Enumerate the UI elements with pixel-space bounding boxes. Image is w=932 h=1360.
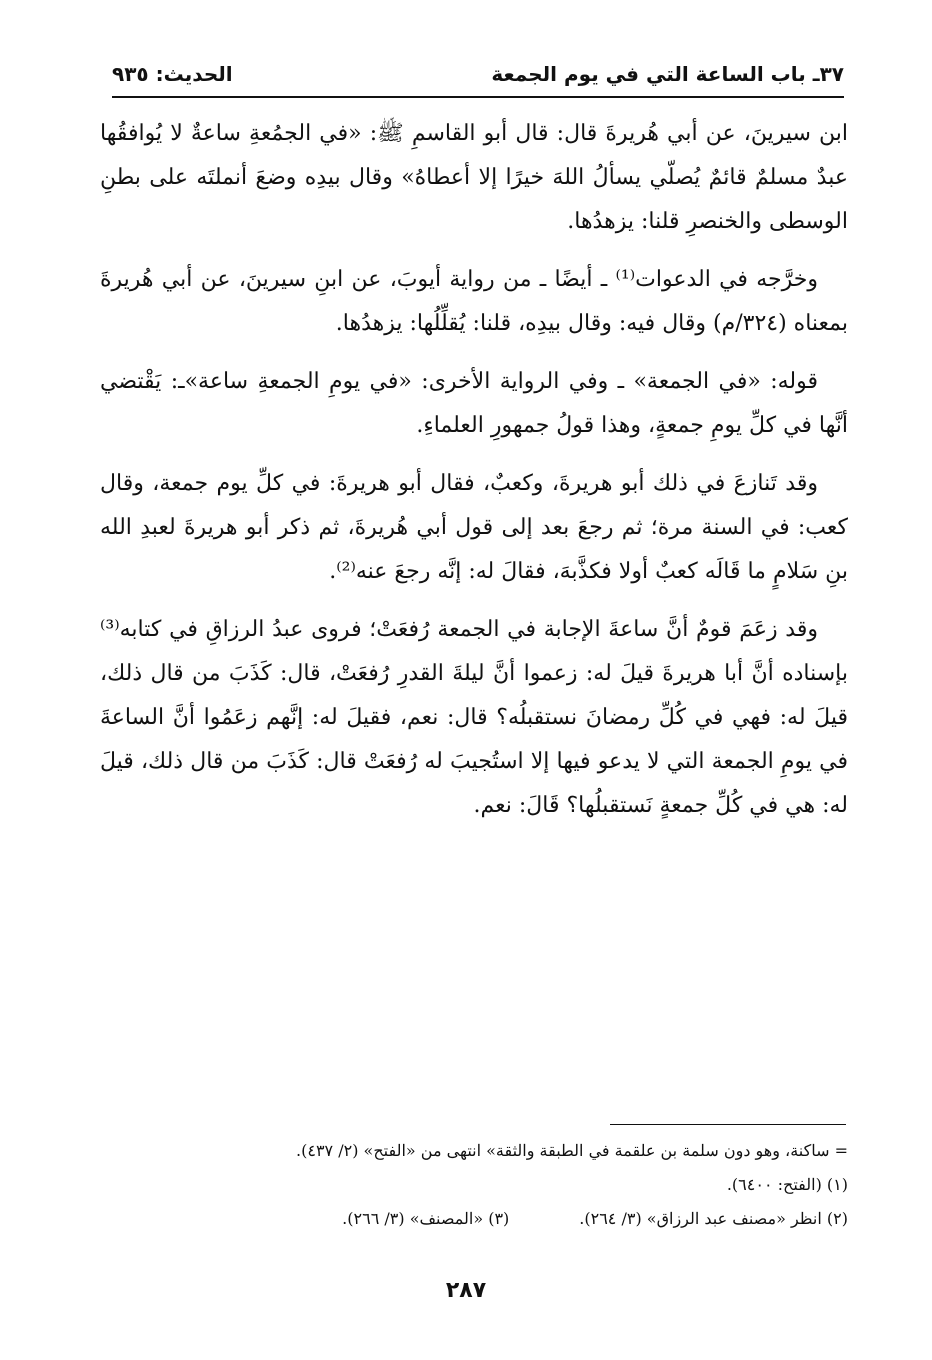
paragraph: ابن سيرينَ، عن أبي هُريرةَ قال: قال أبو القاسمِ ﷺ: «في الجمُعةِ ساعةٌ لا يُوافقُها عبدٌ مسلمٌ قائمٌ يُصلّي يسألُ اللهَ خيرًا إلا أعطاهُ» وقال بيدِه وضعَ أنملتَه على بطنِ الوسطى والخنصرِ قلنا: يزهدُها. [100, 121, 848, 234]
paragraph: وخرَّجه في الدعوات⁽¹⁾ ـ أيضًا ـ من رواية أيوبَ، عن ابنِ سيرينَ، عن أبي هُريرةَ بمعناه (٣٢٤/م) وقال فيه: وقال بيدِه، قلنا: يُقلِّلُها: يزهدُها. [100, 267, 848, 336]
footnote-continuation: = ساكنة، وهو دون سلمة بن علقمة في الطبقة والثقة» انتهى من «الفتح» (٢/ ٤٣٧). [296, 1141, 848, 1160]
footnote-row [100, 1202, 848, 1236]
page-number: ٢٨٧ [445, 1278, 487, 1303]
chapter-title: ٣٧ـ باب الساعة التي في يوم الجمعة [491, 62, 844, 86]
footnotes [100, 1134, 848, 1236]
paragraph: قوله: «في الجمعة» ـ وفي الرواية الأخرى: «في يومِ الجمعةِ ساعة»ـ: يَقْتضي أنَّها في كلِّ يومِ جمعةٍ، وهذا قولُ جمهورِ العلماءِ. [100, 369, 848, 438]
footnote-divider [610, 1124, 846, 1125]
paragraph: وقد زعَمَ قومٌ أنَّ ساعةَ الإجابة في الجمعة رُفعَتْ؛ فروى عبدُ الرزاقِ في كتابه⁽³⁾ بإسناده أنَّ أبا هريرةَ قيلَ له: زعموا أنَّ ليلةَ القدرِ رُفعَتْ، قال: كَذَبَ من قال ذلك، قيلَ له: فهي في كُلِّ رمضانَ نستقبلُه؟ قال: نعم، فقيلَ له: إنَّهم زعَمُوا أنَّ الساعةَ في يومِ الجمعة التي لا يدعو فيها إلا استُجيبَ له رُفعَتْ قال: كَذَبَ من قال ذلك، قيلَ له: هي في كُلِّ جمعةٍ نَستقبلُها؟ قَالَ: نعم. [100, 617, 848, 818]
main-text [100, 112, 848, 842]
running-header [112, 62, 844, 96]
footnote-1: (١) (الفتح: ٦٤٠٠). [726, 1175, 848, 1194]
hadith-number: الحديث: ٩٣٥ [112, 62, 233, 86]
header-divider [112, 96, 844, 98]
paragraph: وقد تَنازعَ في ذلك أبو هريرةَ، وكعبٌ، فقال أبو هريرةَ: في كلِّ يوم جمعة، وقال كعب: في السنة مرة؛ ثم رجعَ بعد إلى قول أبي هُريرةَ، ثم ذكر أبو هريرةَ لعبدِ الله بنِ سَلامٍ ما قَالَه كعبٌ أولا فكذَّبهَ، فقالَ له: إنَّه رجعَ عنه⁽²⁾. [100, 471, 848, 584]
footnote-3: (٣) «المصنف» (٣/ ٢٦٦). [342, 1209, 510, 1228]
footnote-2: (٢) انظر «مصنف عبد الرزاق» (٣/ ٢٦٤). [579, 1209, 848, 1228]
